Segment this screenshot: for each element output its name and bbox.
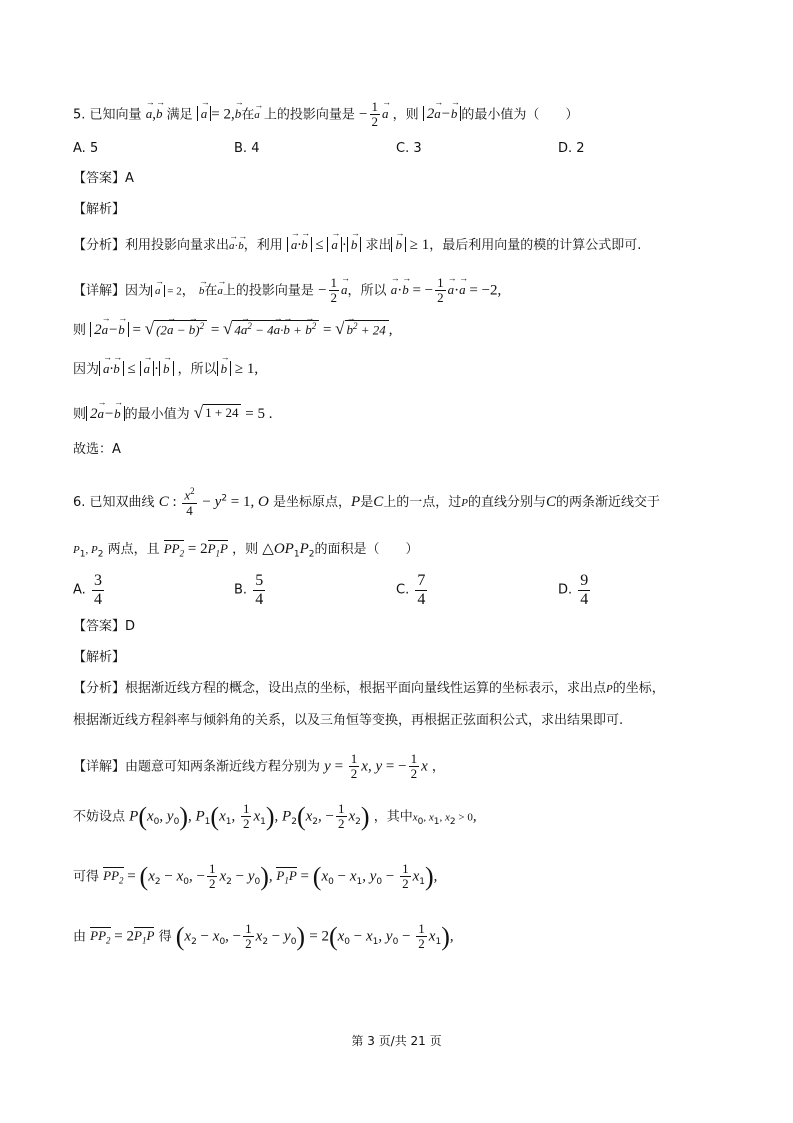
q6-analysis-line2: 根据渐近线方程斜率与倾斜角的关系，以及三角恒等变换，再根据正弦面积公式，求出结果即可. xyxy=(73,713,624,728)
q5-detail-line1: 【详解】因为→ a = 2， → b在→ a上的投影向量是 − $\frac{1}{2}$ → a，所以 → a·→ b = − $\frac{1}{2}$ → a·→ a = −2, xyxy=(73,276,501,306)
q6-stem-line2: $P_1$, $P_2$ 两点，且 $PP_2 = 2P_1P$ ，则 $\triangle OP_1P_2$的面积是（ ） xyxy=(73,541,419,560)
q5-detail-line2: 则 2→ a−→ b = √ (2→ a − → b)$^2$ = √ $4\to a^2 - 4\to a\cdot\to b$ + → $b^2$ = √ → $b^2 + 24$ , xyxy=(73,320,393,338)
q6-detail-line1: 【详解】由题意可知两条渐近线方程分别为 y = $\frac{1}{2}$ x, y = − $\frac{1}{2}$ x ， xyxy=(73,751,445,782)
q6-detail-line2: 不妨设点 $P(x_0$, $y_0$), $P_1(x_1$, $\frac{1}{2}$ $x_1$), $P_2(x_2$, − $\frac{1}{2}$ $x_2$) ，其中$x_0$, $x_1$, $x_2 > 0$, xyxy=(73,801,477,832)
q6-option-d[interactable]: D. $\frac{9}{4}$ xyxy=(558,572,589,608)
q6-detail-line3: 可得 $PP_2 = (x_2 - x_0$, − $\frac{1}{2}$ $x_2 - y_0$), $P_1P = (x_0 - x_1$, $y_0$ − $\frac{1}{2}$ $x_1$), xyxy=(73,861,438,892)
q5-jiexi-heading: 【解析】 xyxy=(73,202,126,217)
q5-stem: 5. 已知向量 → a,→ b 满足 → a = 2,→ b在→ a 上的投影向量是 − $\frac{1}{2}$ → a ，则 2→ a−→ b 的最小值为（ ） xyxy=(73,100,578,130)
q5-analysis: 【分析】利用投影向量求出→ a·→ b，利用 → a·→ b ≤ → a ·→ b 求出→ b ≥ 1，最后利用向量的模的计算公式即可. xyxy=(73,238,641,253)
q6-option-b[interactable]: B. $\frac{5}{4}$ xyxy=(234,572,264,608)
q6-option-c[interactable]: C. $\frac{7}{4}$ xyxy=(396,572,426,608)
page-footer: 第 3 页/共 21 页 xyxy=(351,1034,442,1048)
q5-option-a[interactable]: A. 5 xyxy=(73,141,99,156)
q6-answer: 【答案】D xyxy=(73,619,136,634)
q5-detail-line4: 则 2→ a−→ b 的最小值为 √ 1 + 24 = 5 . xyxy=(73,404,272,422)
q5-number: 5. xyxy=(73,107,86,123)
q6-analysis-line1: 【分析】根据渐近线方程的概念，设出点的坐标，根据平面向量线性运算的坐标表示，求出点P的坐标， xyxy=(73,681,665,696)
q5-answer: 【答案】A xyxy=(73,171,134,186)
q5-option-c[interactable]: C. 3 xyxy=(396,141,422,156)
q5-conclusion: 故选：A xyxy=(73,442,121,457)
q5-option-d[interactable]: D. 2 xyxy=(558,141,585,156)
q5-option-b[interactable]: B. 4 xyxy=(234,141,260,156)
q6-jiexi-heading: 【解析】 xyxy=(73,650,126,665)
q6-detail-line4: 由 $PP_2 = 2P_1P$ 得 ($x_2 - x_0$, − $\frac{1}{2}$ $x_2 - y_0) = 2(x_0 - x_1$, $y_0$ − $\frac{1}{2}$ $x_1$), xyxy=(73,921,454,952)
q6-option-a[interactable]: A. $\frac{3}{4}$ xyxy=(73,572,102,608)
q6-stem-line1: 6. 已知双曲线 C : $\frac{x^2}{4}$ − $y^2 = 1$, O 是坐标原点，P是C上的一点，过P的直线分别与C的两条渐近线交于 xyxy=(73,486,661,518)
q5-detail-line3: 因为→ a·→ b ≤ → a ·→ b ，所以→ b ≥ 1, xyxy=(73,362,258,377)
